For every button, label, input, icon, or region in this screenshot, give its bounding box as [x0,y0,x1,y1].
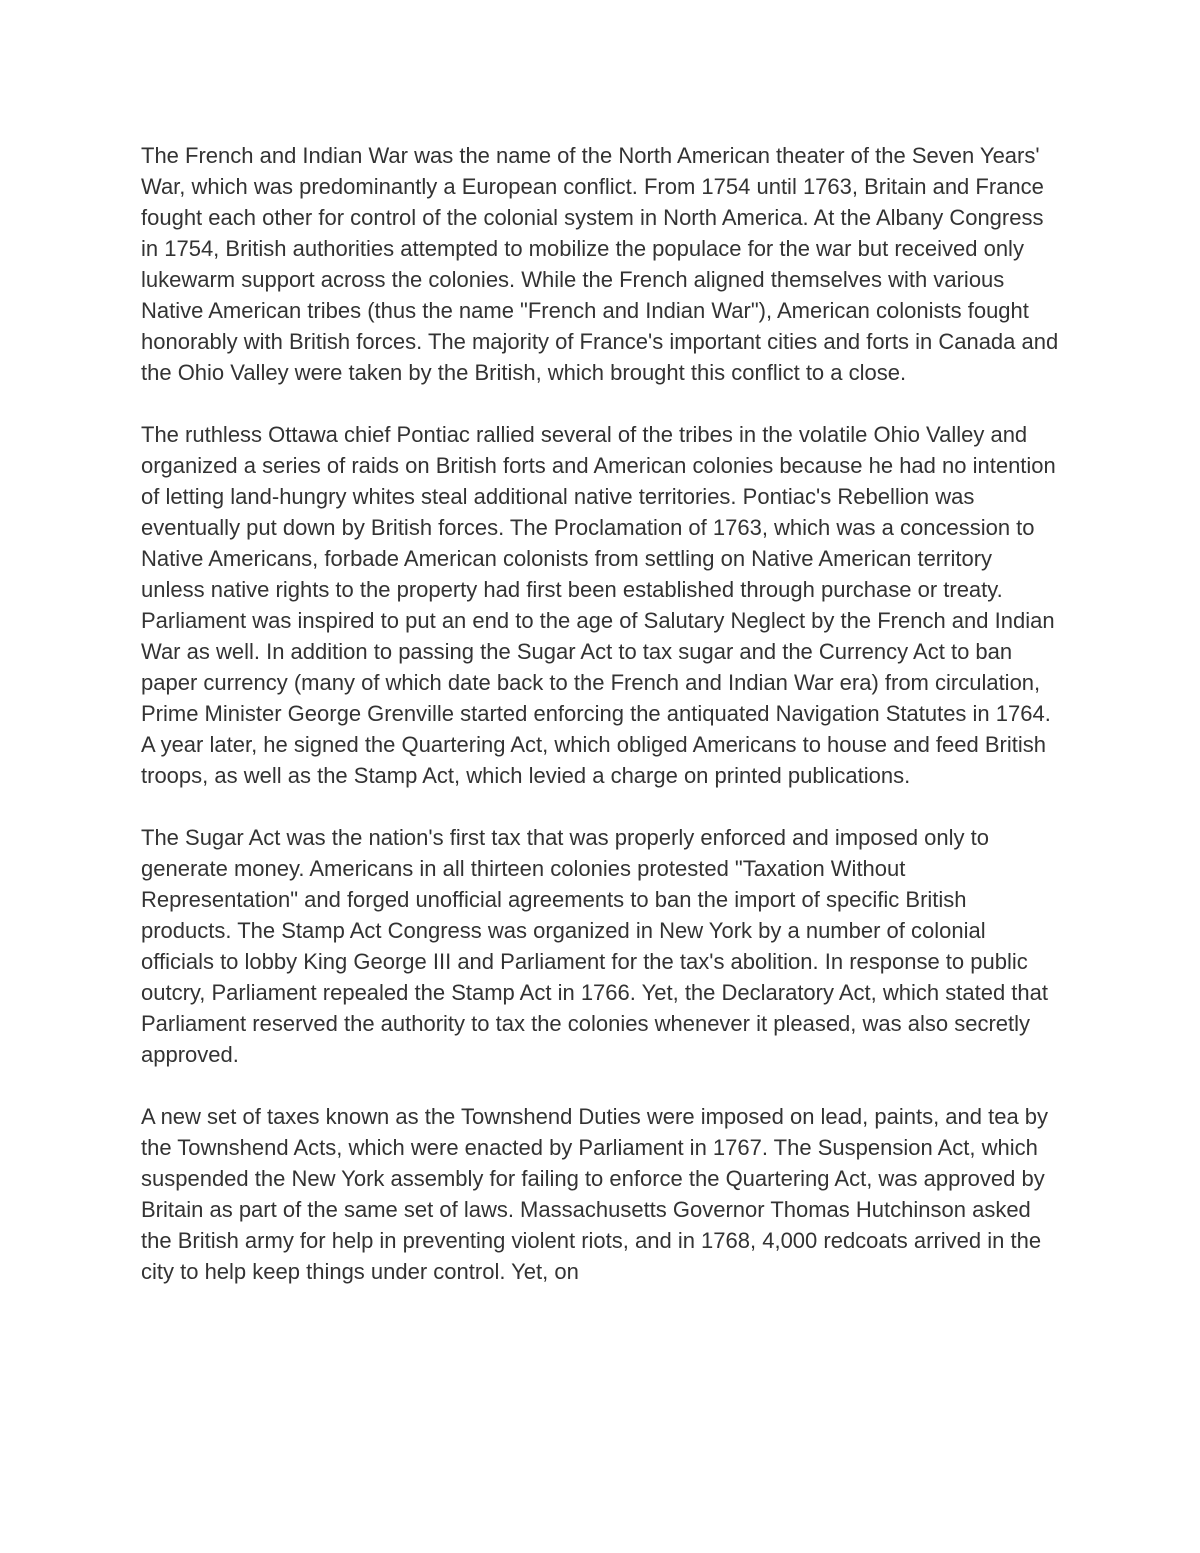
document-body [141,140,1061,1287]
paragraph-sugar-act: The Sugar Act was the nation's first tax that was properly enforced and imposed only to generate money. Americans in all thirteen colonies protested "Taxation Without Representation" and forged unofficial agreements to ban the import of specific British products. The Stamp Act Congress was organized in New York by a number of colonial officials to lobby King George III and Parliament for the tax's abolition. In response to public outcry, Parliament repealed the Stamp Act in 1766. Yet, the Declaratory Act, which stated that Parliament reserved the authority to tax the colonies whenever it pleased, was also secretly approved. [141,825,1048,1067]
paragraph-townshend-duties: A new set of taxes known as the Townshend Duties were imposed on lead, paints, and tea by the Townshend Acts, which were enacted by Parliament in 1767. The Suspension Act, which suspended the New York assembly for failing to enforce the Quartering Act, was approved by Britain as part of the same set of laws. Massachusetts Governor Thomas Hutchinson asked the British army for help in preventing violent riots, and in 1768, 4,000 redcoats arrived in the city to help keep things under control. Yet, on [141,1104,1049,1284]
paragraph-spacer [141,1070,1061,1101]
paragraph-pontiac-rebellion: The ruthless Ottawa chief Pontiac rallied several of the tribes in the volatile Ohio Valley and organized a series of raids on British forts and American colonies because he had no intention of letting land-hungry whites steal additional native territories. Pontiac's Rebellion was eventually put down by British forces. The Proclamation of 1763, which was a concession to Native Americans, forbade American colonists from settling on Native American territory unless native rights to the property had first been established through purchase or treaty. [141,422,1056,602]
paragraph-spacer [141,791,1061,822]
paragraph-french-indian-war: The French and Indian War was the name of the North American theater of the Seven Years' War, which was predominantly a European conflict. From 1754 until 1763, Britain and France fought each other for control of the colonial system in North America. At the Albany Congress in 1754, British authorities attempted to mobilize the populace for the war but received only lukewarm support across the colonies. While the French aligned themselves with various Native American tribes (thus the name "French and Indian War"), American colonists fought honorably with British forces. The majority of France's important cities and forts in Canada and the Ohio Valley were taken by the British, which brought this conflict to a close. [141,143,1059,385]
paragraph-salutary-neglect: Parliament was inspired to put an end to the age of Salutary Neglect by the French and Indian War as well. In addition to passing the Sugar Act to tax sugar and the Currency Act to ban paper currency (many of which date back to the French and Indian War era) from circulation, Prime Minister George Grenville started enforcing the antiquated Navigation Statutes in 1764. A year later, he signed the Quartering Act, which obliged Americans to house and feed British troops, as well as the Stamp Act, which levied a charge on printed publications. [141,608,1055,788]
paragraph-spacer [141,388,1061,419]
